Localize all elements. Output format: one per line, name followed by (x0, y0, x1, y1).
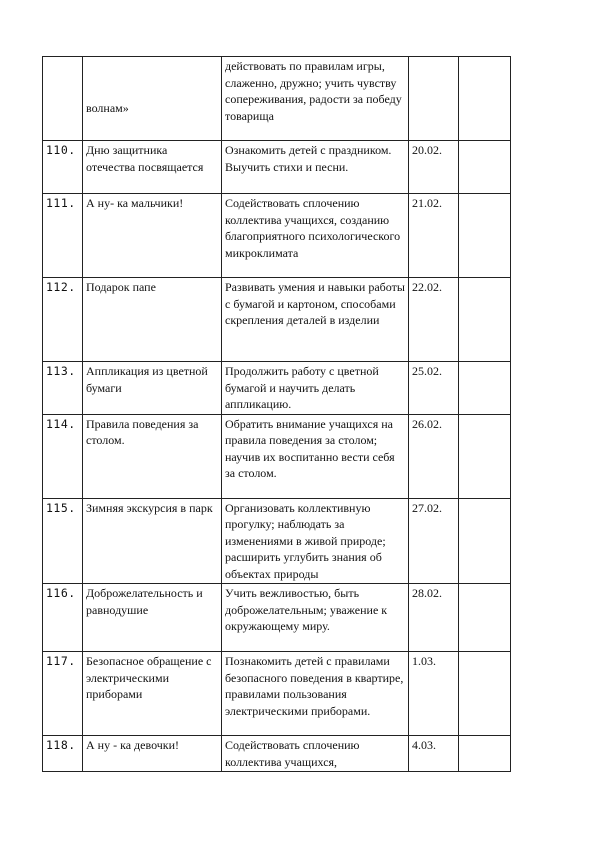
lesson-plan-table (42, 56, 511, 772)
row-note (459, 652, 511, 736)
row-note (459, 194, 511, 278)
row-date: 22.02. (409, 278, 459, 362)
table-row (43, 414, 511, 498)
row-number: 118. (43, 736, 83, 772)
row-number: 112. (43, 278, 83, 362)
row-date: 21.02. (409, 194, 459, 278)
row-topic: волнам» (83, 57, 222, 141)
row-topic: А ну- ка мальчики! (83, 194, 222, 278)
row-date: 25.02. (409, 362, 459, 415)
table-row (43, 652, 511, 736)
table-row (43, 141, 511, 194)
row-number: 115. (43, 498, 83, 584)
row-number: 117. (43, 652, 83, 736)
row-number: 110. (43, 141, 83, 194)
row-note (459, 362, 511, 415)
row-number: 111. (43, 194, 83, 278)
row-date: 28.02. (409, 584, 459, 652)
row-note (459, 57, 511, 141)
row-topic: Подарок папе (83, 278, 222, 362)
table-row (43, 194, 511, 278)
row-topic: Безопасное обращение с электрическими приборами (83, 652, 222, 736)
row-topic: Зимняя экскурсия в парк (83, 498, 222, 584)
row-note (459, 498, 511, 584)
row-number (43, 57, 83, 141)
table-row (43, 736, 511, 772)
row-goal: Учить вежливостью, быть доброжелательным; уважение к окружающему миру. (222, 584, 409, 652)
row-topic: А ну - ка девочки! (83, 736, 222, 772)
row-goal: Ознакомить детей с праздником. Выучить стихи и песни. (222, 141, 409, 194)
row-note (459, 278, 511, 362)
table-row (43, 278, 511, 362)
row-goal: Содействовать сплочению коллектива учащихся, созданию благоприятного психологического микроклимата (222, 194, 409, 278)
row-topic: Аппликация из цветной бумаги (83, 362, 222, 415)
row-goal: Организовать коллективную прогулку; наблюдать за изменениями в живой природе; расширить углубить знания об объектах природы (222, 498, 409, 584)
row-date: 27.02. (409, 498, 459, 584)
row-note (459, 414, 511, 498)
row-goal: Обратить внимание учащихся на правила поведения за столом; научив их воспитанно вести себя за столом. (222, 414, 409, 498)
row-topic: Правила поведения за столом. (83, 414, 222, 498)
row-date: 20.02. (409, 141, 459, 194)
table-row (43, 498, 511, 584)
row-note (459, 736, 511, 772)
table-row (43, 362, 511, 415)
table-row (43, 584, 511, 652)
row-goal: Познакомить детей с правилами безопасного поведения в квартире, правилами пользования электрическими приборами. (222, 652, 409, 736)
row-goal: Развивать умения и навыки работы с бумагой и картоном, способами скрепления деталей в изделии (222, 278, 409, 362)
row-date: 1.03. (409, 652, 459, 736)
row-goal: Продолжить работу с цветной бумагой и научить делать аппликацию. (222, 362, 409, 415)
row-goal: действовать по правилам игры, слаженно, дружно; учить чувству сопереживания, радости за победу товарища (222, 57, 409, 141)
row-number: 116. (43, 584, 83, 652)
row-goal: Содействовать сплочению коллектива учащихся, (222, 736, 409, 772)
row-note (459, 584, 511, 652)
table-row (43, 57, 511, 141)
row-date (409, 57, 459, 141)
row-topic: Доброжелательность и равнодушие (83, 584, 222, 652)
row-topic: Дню защитника отечества посвящается (83, 141, 222, 194)
row-date: 26.02. (409, 414, 459, 498)
row-number: 113. (43, 362, 83, 415)
row-note (459, 141, 511, 194)
row-date: 4.03. (409, 736, 459, 772)
row-number: 114. (43, 414, 83, 498)
